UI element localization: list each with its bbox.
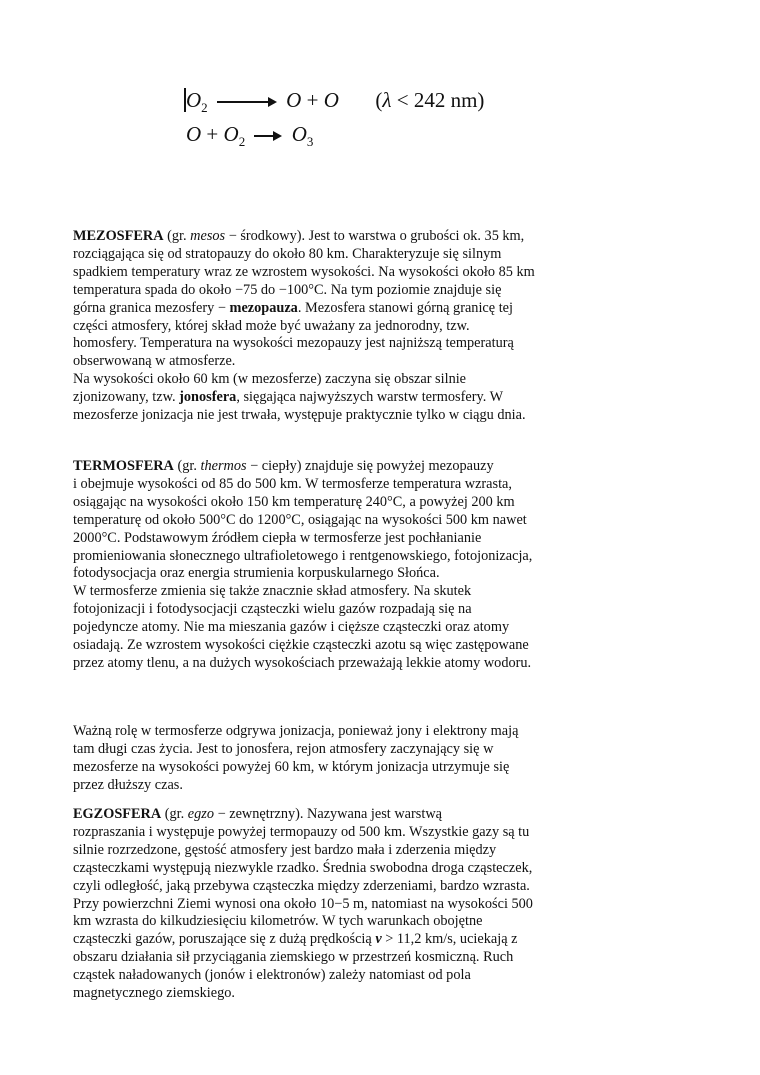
- text-line: spadkiem temperatury wraz ze wzrostem wysokości. Na wysokości około 85 km: [73, 263, 535, 280]
- term-heading: MEZOSFERA: [73, 228, 164, 244]
- text-line: przez atomy tlenu, a na dużych wysokościach przeważają lekkie atomy wodoru.: [73, 654, 532, 671]
- text-line: Na wysokości około 60 km (w mezosferze) zaczyna się obszar silnie: [73, 371, 467, 388]
- etymology-word: mesos: [190, 228, 226, 244]
- text-line: rozciągająca się od stratopauzy do około 80 km. Charakteryzuje się silnym: [73, 245, 502, 262]
- term-bold: mezopauza: [229, 299, 298, 316]
- formula-lambda: λ: [382, 88, 392, 112]
- formula-condition-close: ): [477, 88, 485, 112]
- paragraph-jonosfera: [73, 723, 713, 795]
- text-line: fotodysocjacja oraz energia strumienia korpuskularnego Słońca.: [73, 565, 440, 582]
- formula-symbol: O: [286, 88, 302, 112]
- text-line: MEZOSFERA (gr. mesos − środkowy). Jest to warstwa o grubości ok. 35 km,: [73, 228, 525, 244]
- text-line: promieniowania słonecznego ultrafioletowego i rentgenowskiego, fotojonizacja,: [73, 547, 533, 564]
- text-line: Przy powierzchni Ziemi wynosi ona około 10−5 m, natomiast na wysokości 500: [73, 895, 533, 912]
- formula-symbol: O: [323, 88, 339, 112]
- text-line: górna granica mezosfery − mezopauza. Mezosfera stanowi górną granicę tej: [73, 299, 513, 316]
- formula-subscript: 3: [306, 134, 314, 149]
- text-line: mezosferze na wysokości powyżej 60 km, w którym jonizacja utrzymuje się: [73, 758, 510, 775]
- text-line: silnie rozrzedzone, gęstość atmosfery jest bardzo mała i zderzenia między: [73, 841, 497, 858]
- formula-ozone-formation: [186, 122, 313, 150]
- text-line: obszaru działania sił przyciągania ziemskiego w przestrzeń kosmiczną. Ruch: [73, 949, 514, 966]
- etymology-word: egzo: [187, 806, 215, 822]
- formula-subscript: 2: [201, 100, 208, 115]
- formula-condition-open: (: [375, 88, 383, 112]
- text-line: EGZOSFERA (gr. egzo − zewnętrzny). Nazywana jest warstwą: [73, 806, 442, 822]
- paragraph-termosfera: [73, 458, 713, 673]
- formula-symbol: O: [291, 122, 307, 146]
- text-line: cząstek naładowanych (jonów i elektronów) zależy natomiast od pola: [73, 967, 471, 984]
- text-line: temperatura spada do około −75 do −100°C. Na tym poziomie znajduje się: [73, 281, 502, 298]
- velocity-symbol: v: [375, 931, 382, 948]
- formula-operator: +: [306, 88, 319, 112]
- text-line: obserwowaną w atmosferze.: [73, 353, 236, 370]
- text-line: homosfery. Temperatura na wysokości mezopauzy jest najniższą temperaturą: [73, 335, 514, 352]
- text-line: W termosferze zmienia się także znacznie skład atmosfery. Na skutek: [73, 583, 472, 600]
- term-heading: TERMOSFERA: [73, 458, 174, 474]
- formula-wavelength: 242 nm: [413, 88, 478, 112]
- text-line: części atmosfery, której skład może być uważany za jednorodny, tzw.: [73, 317, 470, 334]
- formula-symbol: O: [223, 122, 239, 146]
- text-line: mezosferze jonizacja nie jest trwała, występuje praktycznie tylko w ciągu dnia.: [73, 407, 526, 424]
- paragraph-mezosfera: [73, 228, 713, 425]
- text-line: TERMOSFERA (gr. thermos − ciepły) znajduje się powyżej mezopauzy: [73, 458, 494, 474]
- formula-ozone-photolysis: [186, 88, 484, 116]
- text-line: osiągając na wysokości około 150 km temperaturę 240°C, a powyżej 200 km: [73, 493, 515, 510]
- formula-relation: <: [396, 88, 409, 112]
- text-line: rozpraszania i występuje powyżej termopauzy od 500 km. Wszystkie gazy są tu: [73, 823, 530, 840]
- text-line: pojedyncze atomy. Nie ma mieszania gazów i cięższe cząsteczki oraz atomy: [73, 619, 510, 636]
- formula-symbol: O: [186, 122, 202, 146]
- formula-symbol: O: [186, 88, 202, 112]
- text-line: cząsteczki gazów, poruszające się z dużą prędkością v > 11,2 km/s, uciekają z: [73, 931, 518, 948]
- text-line: Ważną rolę w termosferze odgrywa jonizacja, ponieważ jony i elektrony mają: [73, 723, 519, 739]
- text-line: czyli odległość, jaką przebywa cząsteczka między zderzeniami, bardzo wzrasta.: [73, 877, 530, 894]
- term-heading: EGZOSFERA: [73, 806, 162, 822]
- reaction-arrow-icon: [254, 130, 282, 142]
- paragraph-egzosfera: [73, 806, 713, 1003]
- text-line: zjonizowany, tzw. jonosfera, sięgająca najwyższych warstw termosfery. W: [73, 389, 504, 406]
- text-line: magnetycznego ziemskiego.: [73, 985, 235, 1002]
- text-line: temperaturę od około 500°C do 1200°C, osiągając na wysokości 500 km nawet: [73, 511, 527, 528]
- etymology-word: thermos: [200, 458, 247, 474]
- text-line: i obejmuje wysokości od 85 do 500 km. W termosferze temperatura wzrasta,: [73, 475, 512, 492]
- formula-operator: +: [206, 122, 219, 146]
- formula-subscript: 2: [238, 134, 246, 149]
- reaction-arrow-icon: [217, 96, 277, 108]
- text-line: km wzrasta do kilkudziesięciu kilometrów. W tych warunkach obojętne: [73, 913, 483, 930]
- term-bold: jonosfera: [179, 389, 237, 406]
- text-line: 2000°C. Podstawowym źródłem ciepła w termosferze jest pochłanianie: [73, 529, 482, 546]
- text-line: cząsteczkami występują niezwykle rzadko. Średnia swobodna droga cząsteczek,: [73, 859, 533, 876]
- text-line: fotojonizacji i fotodysocjacji cząsteczki wielu gazów rozpadają się na: [73, 601, 472, 618]
- text-line: tam długi czas życia. Jest to jonosfera, rejon atmosfery zaczynający się w: [73, 740, 494, 757]
- text-line: osiadają. Ze wzrostem wysokości ciężkie cząsteczki azotu są więc zastępowane: [73, 637, 529, 654]
- text-line: przez dłuższy czas.: [73, 776, 183, 793]
